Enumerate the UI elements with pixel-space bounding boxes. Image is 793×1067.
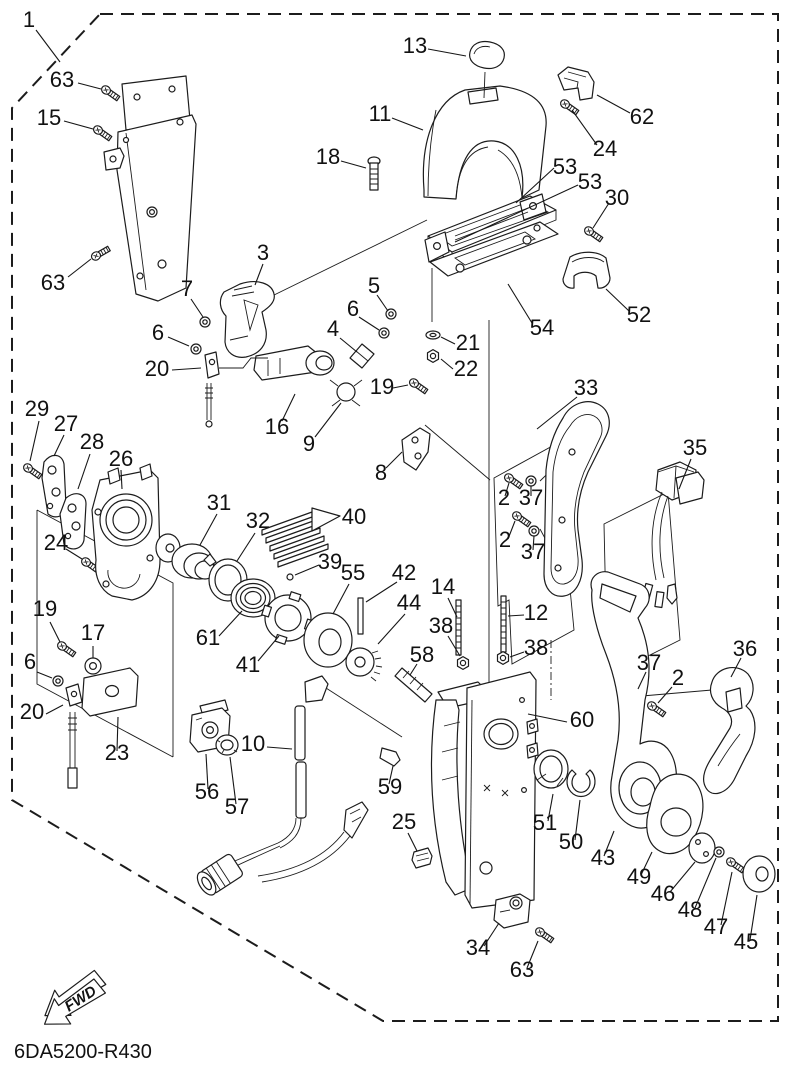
leader-line-29 xyxy=(30,421,39,461)
bracket-8 xyxy=(402,428,430,470)
stud-12 xyxy=(501,596,506,652)
nut-57 xyxy=(216,735,238,755)
part-label-24: 24 xyxy=(592,136,618,161)
part-label-39: 39 xyxy=(317,549,343,574)
leader-line-52 xyxy=(606,289,629,311)
disc-55 xyxy=(304,613,352,667)
part-label-30: 30 xyxy=(604,185,630,210)
part-label-14: 14 xyxy=(430,574,456,599)
leader-line-62 xyxy=(597,95,630,113)
screw-47 xyxy=(725,856,746,874)
part-label-5: 5 xyxy=(367,273,381,298)
part-label-46: 46 xyxy=(650,881,676,906)
leader-line-25 xyxy=(408,833,417,851)
screw-15 xyxy=(92,124,113,142)
fwd-label: FWD xyxy=(61,982,100,1016)
screw-63-left xyxy=(90,245,111,262)
leader-line-32 xyxy=(237,533,255,561)
leader-line-19 xyxy=(393,385,408,388)
part-label-1: 1 xyxy=(22,7,36,32)
leader-line-55 xyxy=(333,584,349,614)
leader-line-54 xyxy=(508,284,532,323)
part-label-8: 8 xyxy=(374,460,388,485)
bullet-59 xyxy=(380,748,400,766)
leader-line-19 xyxy=(50,622,60,642)
part-label-9: 9 xyxy=(302,431,316,456)
leader-line-9 xyxy=(315,403,341,437)
part-label-10: 10 xyxy=(240,731,266,756)
part-label-37: 37 xyxy=(518,485,544,510)
shaft-58 xyxy=(395,668,432,702)
screw-24-top xyxy=(559,98,580,116)
mounting-plate xyxy=(104,76,196,301)
part-label-43: 43 xyxy=(590,845,616,870)
part-label-42: 42 xyxy=(391,560,417,585)
part-label-38: 38 xyxy=(523,635,549,660)
bracket-34 xyxy=(494,894,530,928)
bar-23 xyxy=(82,668,138,716)
screw-29 xyxy=(22,462,43,480)
leader-line-63 xyxy=(78,83,101,89)
disc-46 xyxy=(689,833,715,863)
part-label-28: 28 xyxy=(79,429,105,454)
part-label-27: 27 xyxy=(53,411,79,436)
leader-line-31 xyxy=(200,514,217,545)
roller-45 xyxy=(743,856,775,892)
main-housing-60 xyxy=(431,672,538,908)
leader-line-6 xyxy=(37,672,52,678)
nut-38-left xyxy=(458,657,469,670)
part-label-32: 32 xyxy=(245,508,271,533)
cable-round-connector xyxy=(194,853,244,898)
screw-19-left xyxy=(56,640,77,658)
part-label-38: 38 xyxy=(428,613,454,638)
part-label-63: 63 xyxy=(40,270,66,295)
part-label-41: 41 xyxy=(235,652,261,677)
leader-line-4 xyxy=(340,338,357,352)
part-label-4: 4 xyxy=(326,316,340,341)
part-label-44: 44 xyxy=(396,590,422,615)
washer-48 xyxy=(714,847,724,857)
washer-6-mid xyxy=(379,328,389,338)
part-label-25: 25 xyxy=(391,809,417,834)
leader-line-21 xyxy=(441,337,455,344)
leader-line-20 xyxy=(46,705,63,714)
leader-line-6 xyxy=(359,317,379,330)
snap-ring-50 xyxy=(567,770,595,796)
leader-line-13 xyxy=(428,49,466,56)
leader-line-7 xyxy=(191,299,203,317)
part-label-54: 54 xyxy=(529,315,555,340)
part-label-31: 31 xyxy=(206,490,232,515)
leader-line-18 xyxy=(341,161,366,168)
part-label-50: 50 xyxy=(558,829,584,854)
part-label-3: 3 xyxy=(256,240,270,265)
washer-6-left xyxy=(191,344,201,354)
washer-37-b xyxy=(529,526,539,536)
part-label-34: 34 xyxy=(465,935,491,960)
part-label-18: 18 xyxy=(315,144,341,169)
arrow-40 xyxy=(312,508,340,531)
part-label-33: 33 xyxy=(573,375,599,400)
part-label-37: 37 xyxy=(520,539,546,564)
washer-7 xyxy=(200,317,210,327)
part-label-52: 52 xyxy=(626,302,652,327)
bracket-62 xyxy=(558,67,594,100)
leader-line-61 xyxy=(219,611,242,636)
part-label-12: 12 xyxy=(523,600,549,625)
part-label-23: 23 xyxy=(104,740,130,765)
part-code: 6DA5200-R430 xyxy=(14,1041,152,1063)
part-label-6: 6 xyxy=(23,649,37,674)
leader-line-44 xyxy=(378,614,405,644)
part-label-26: 26 xyxy=(108,446,134,471)
part-label-49: 49 xyxy=(626,864,652,889)
part-label-21: 21 xyxy=(455,330,481,355)
part-label-15: 15 xyxy=(36,105,62,130)
leader-line-38 xyxy=(510,652,524,657)
part-label-6: 6 xyxy=(346,296,360,321)
leader-line-24 xyxy=(66,549,82,559)
screw-63-bottom xyxy=(534,926,555,944)
leader-line-41 xyxy=(258,636,279,661)
part-label-53: 53 xyxy=(577,169,603,194)
nut-38-right xyxy=(498,652,509,665)
part-label-40: 40 xyxy=(341,504,367,529)
control-lever xyxy=(220,282,334,380)
part-label-36: 36 xyxy=(732,636,758,661)
part-label-45: 45 xyxy=(733,929,759,954)
part-label-35: 35 xyxy=(682,435,708,460)
part-label-6: 6 xyxy=(151,320,165,345)
grommet-17 xyxy=(85,658,101,674)
leader-line-63 xyxy=(68,259,91,277)
part-label-20: 20 xyxy=(144,356,170,381)
fwd-arrow xyxy=(32,965,113,1036)
bolt-18 xyxy=(368,157,380,190)
part-label-37: 37 xyxy=(636,650,662,675)
leader-line-8 xyxy=(386,452,402,468)
washer-6-bottom xyxy=(53,676,63,686)
part-label-63: 63 xyxy=(49,67,75,92)
part-label-55: 55 xyxy=(340,560,366,585)
part-label-47: 47 xyxy=(703,914,729,939)
screw-19-right xyxy=(408,377,429,395)
rod-20-lower xyxy=(66,684,82,788)
washer-21-nut-22 xyxy=(426,331,440,362)
leader-line-11 xyxy=(392,118,423,130)
pin-4 xyxy=(350,344,374,368)
part-label-7: 7 xyxy=(180,276,194,301)
leader-line-27 xyxy=(54,435,64,456)
spring-9 xyxy=(330,380,362,406)
leader-line-22 xyxy=(441,359,453,369)
part-label-61: 61 xyxy=(195,625,221,650)
grip-36 xyxy=(704,668,755,794)
part-label-48: 48 xyxy=(677,897,703,922)
part-label-13: 13 xyxy=(402,33,428,58)
leader-line-12 xyxy=(508,615,524,616)
leader-line-6 xyxy=(168,337,189,346)
leader-line-28 xyxy=(78,454,90,489)
part-label-62: 62 xyxy=(629,104,655,129)
leader-line-1 xyxy=(36,30,60,62)
cushion-52 xyxy=(563,252,610,288)
screw-39 xyxy=(287,574,293,580)
part-label-51: 51 xyxy=(532,810,558,835)
leader-line-20 xyxy=(172,368,201,370)
side-cover-33 xyxy=(544,402,609,597)
leader-line-39 xyxy=(295,565,319,575)
top-cover-11 xyxy=(423,86,546,199)
switch-35 xyxy=(642,462,704,607)
part-label-17: 17 xyxy=(80,620,106,645)
housing-26 xyxy=(92,464,160,600)
part-label-53: 53 xyxy=(552,154,578,179)
leader-line-15 xyxy=(64,121,93,129)
leader-line-42 xyxy=(366,582,397,602)
gear-44 xyxy=(346,648,382,681)
pin-42 xyxy=(358,598,363,634)
leader-line-10 xyxy=(267,747,292,749)
part-label-57: 57 xyxy=(224,794,250,819)
screw-2-c xyxy=(646,700,667,718)
part-label-2: 2 xyxy=(671,665,685,690)
part-label-19: 19 xyxy=(369,374,395,399)
part-label-29: 29 xyxy=(24,396,50,421)
part-label-59: 59 xyxy=(377,774,403,799)
part-label-63: 63 xyxy=(509,957,535,982)
clip-25 xyxy=(412,848,432,868)
part-label-24: 24 xyxy=(43,530,69,555)
part-label-58: 58 xyxy=(409,642,435,667)
part-label-20: 20 xyxy=(19,699,45,724)
part-label-22: 22 xyxy=(453,356,479,381)
part-label-2: 2 xyxy=(497,485,511,510)
stud-14 xyxy=(456,600,461,655)
part-label-2: 2 xyxy=(498,527,512,552)
part-label-19: 19 xyxy=(32,596,58,621)
part-label-60: 60 xyxy=(569,707,595,732)
leader-line-2 xyxy=(658,687,672,703)
screw-2-b xyxy=(511,510,532,528)
clamp-51 xyxy=(534,750,568,788)
part-label-56: 56 xyxy=(194,779,220,804)
screw-63-top xyxy=(100,84,121,102)
part-label-16: 16 xyxy=(264,414,290,439)
part-label-11: 11 xyxy=(368,101,392,126)
